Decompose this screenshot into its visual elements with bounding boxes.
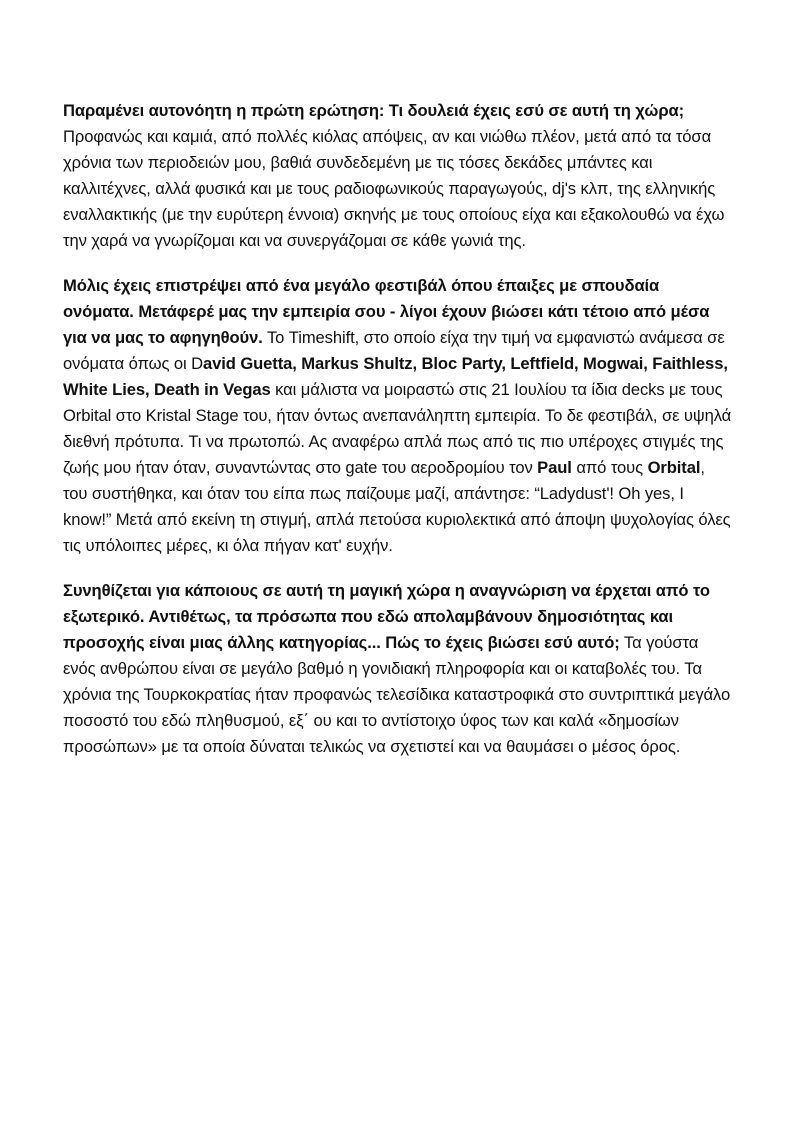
- paragraph-3: [63, 578, 733, 759]
- question-text: Μόλις έχεις επιστρέψει από ένα μεγάλο φεστιβάλ όπου έπαιξες με σπουδαία ονόματα. Μετάφερέ μας την εμπειρία σου - λίγοι έχουν βιώσει κάτι τέτοιο από μέσα για να μας το αφηγηθούν.: [63, 276, 710, 348]
- answer-text: και μάλιστα να μοιραστώ στις 21 Ιουλίου τα ίδια decks με τους Orbital στο Kristal Stage του, ήταν όντως ανεπανάληπτη εμπειρία. Το δε φεστιβάλ, σε υψηλά διεθνή πρότυπα. Τι να πρωτοπώ. Ας αναφέρω απλά πως από τις πιο υπέροχες στιγμές της ζωής μου ήταν όταν, συναντώντας στο gate του αεροδρομίου τον: [63, 380, 732, 477]
- question-text: Παραμένει αυτονόητη η πρώτη ερώτηση: Τι δουλειά έχεις εσύ σε αυτή τη χώρα;: [63, 101, 685, 120]
- answer-text: Το Timeshift, στο οποίο είχα την τιμή να εμφανιστώ ανάμεσα σε ονόματα όπως οι D: [63, 328, 725, 374]
- artist-names: avid Guetta, Markus Shultz, Bloc Party, Leftfield, Mogwai, Faithless, White Lies, Death in Vegas: [63, 354, 728, 400]
- paragraph-1: [63, 98, 733, 253]
- answer-text: από τους: [571, 457, 648, 477]
- name-paul: Paul: [537, 457, 572, 477]
- name-orbital: Orbital: [647, 457, 701, 477]
- paragraph-2: [63, 273, 733, 558]
- answer-text: , του συστήθηκα, και όταν του είπα πως παίζουμε μαζί, απάντησε: “Ladydust'! Oh yes, I know!” Μετά από εκείνη τη στιγμή, απλά πετούσα κυριολεκτικά από άποψη ψυχολογίας όλες τις υπόλοιπες μέρες, κι όλα πήγαν κατ' ευχήν.: [63, 457, 731, 555]
- document-body: [63, 98, 733, 780]
- question-text: Συνηθίζεται για κάποιους σε αυτή τη μαγική χώρα η αναγνώριση να έρχεται από το εξωτερικό. Αντιθέτως, τα πρόσωπα που εδώ απολαμβάνουν δημοσιότητας και προσοχής είναι μιας άλλης κατηγορίας... Πώς το έχεις βιώσει εσύ αυτό;: [63, 581, 710, 653]
- answer-text: Προφανώς και καμιά, από πολλές κιόλας απόψεις, αν και νιώθω πλέον, μετά από τα τόσα χρόνια των περιοδειών μου, βαθιά συνδεδεμένη με τις τόσες δεκάδες μπάντες και καλλιτέχνες, αλλά φυσικά και με τους ραδιοφωνικούς παραγωγούς, dj's κλπ, της ελληνικής εναλλακτικής (με την ευρύτερη έννοια) σκηνής με τους οποίους είχα και εξακολουθώ να έχω την χαρά να γνωρίζομαι και να συνεργάζομαι σε κάθε γωνιά της.: [63, 126, 725, 250]
- answer-text: Τα γούστα ενός ανθρώπου είναι σε μεγάλο βαθμό η γονιδιακή πληροφορία και οι καταβολές του. Τα χρόνια της Τουρκοκρατίας ήταν προφανώς τελεσίδικα καταστροφικά στο συντριπτικά μεγάλο ποσοστό του εδώ πληθυσμού, εξ΄ ου και το αντίστοιχο ύφος των και καλά «δημοσίων προσώπων» με τα οποία δύναται τελικώς να σχετιστεί και να θαυμάσει ο μέσος όρος.: [63, 633, 731, 756]
